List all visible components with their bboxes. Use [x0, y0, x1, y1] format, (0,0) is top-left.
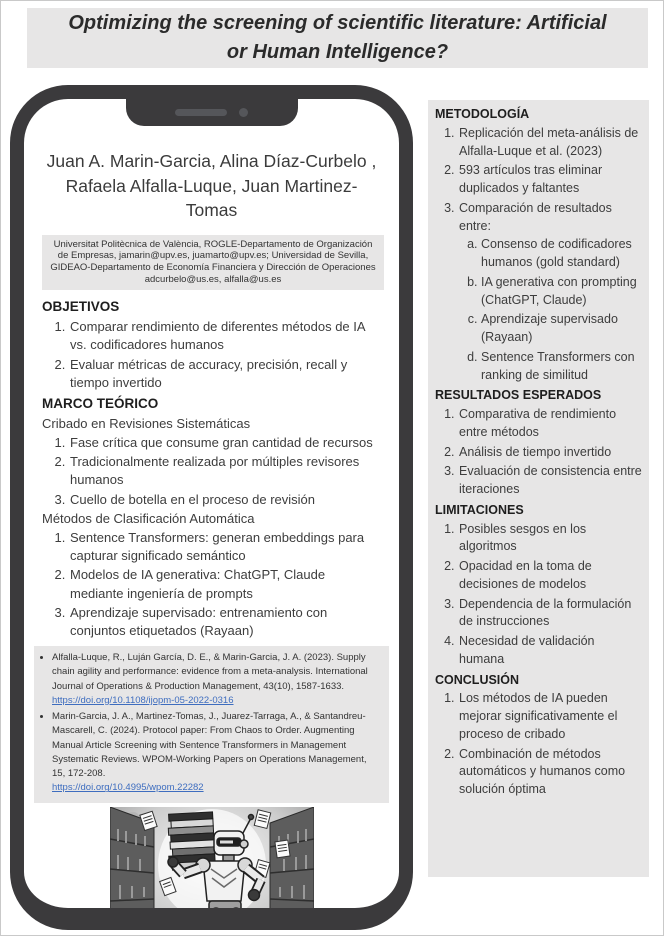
title-bar — [27, 8, 648, 68]
list-item — [458, 200, 642, 385]
left-content — [42, 298, 381, 930]
phone-screen — [24, 99, 399, 930]
objetivos-heading: OBJETIVOS — [42, 299, 120, 315]
list-item: 3. Aprendizaje supervisado: entrenamiento con conjuntos etiquetados (Rayaan) — [69, 604, 381, 640]
list-item: c. Aprendizaje supervisado (Rayaan) — [481, 311, 642, 347]
phone-frame — [10, 85, 413, 930]
list-item: 1. Fase crítica que consume gran cantidad de recursos — [69, 434, 381, 452]
speaker-slot-icon — [175, 109, 227, 116]
list-item: 3. Cuello de botella en el proceso de revisión — [69, 491, 381, 509]
resultados-heading: RESULTADOS ESPERADOS — [435, 388, 602, 403]
reference-item — [52, 710, 381, 796]
marco-sub1-title: Cribado en Revisiones Sistemáticas — [42, 415, 251, 431]
list-item: 2. Evaluar métricas de accuracy, precisión, recall y tiempo invertido — [69, 356, 381, 392]
list-item: a. Consenso de codificadores humanos (gold standard) — [481, 236, 642, 272]
marco-sub2-list — [42, 529, 381, 640]
list-item: 1. Comparar rendimiento de diferentes métodos de IA vs. codificadores humanos — [69, 318, 381, 354]
list-item: 2. 593 artículos tras eliminar duplicados y faltantes — [458, 162, 642, 198]
affiliation-box: Universitat Politècnica de València, ROGLE-Departamento de Organización de Empresas, jamarin@upv.es, juamarto@upv.es; Universidad de Sevilla, GIDEAO-Departamento de Economía Financiera y Dirección de Operaciones adcurbelo@us.es, alfalla@us.es — [42, 235, 384, 291]
list-item-text: Comparación de resultados entre: — [459, 200, 612, 233]
metodologia-list — [435, 125, 642, 385]
list-item: 2. Tradicionalmente realizada por múltiples revisores humanos — [69, 453, 381, 489]
poster-title: Optimizing the screening of scientific literature: Artificial or Human Intelligence? — [68, 12, 607, 63]
conclusion-list — [435, 690, 642, 799]
marco-sub1-list — [42, 434, 381, 509]
authors: Juan A. Marin-Garcia, Alina Díaz-Curbelo , Rafaela Alfalla-Luque, Juan Martinez-Tomas — [46, 151, 377, 220]
list-item: 1. Sentence Transformers: generan embeddings para capturar significado semántico — [69, 529, 381, 565]
list-item: 2. Análisis de tiempo invertido — [458, 444, 642, 462]
conclusion-heading: CONCLUSIÓN — [435, 672, 520, 687]
list-item: 1. Posibles sesgos en los algoritmos — [458, 521, 642, 557]
list-item: b. IA generativa con prompting (ChatGPT, Claude) — [481, 274, 642, 310]
list-item: 3. Dependencia de la formulación de instrucciones — [458, 596, 642, 632]
right-panel — [428, 100, 649, 877]
objetivos-list — [42, 318, 381, 392]
metodologia-sublist — [459, 236, 642, 384]
phone-notch — [126, 99, 298, 126]
reference-text: Alfalla-Luque, R., Luján García, D. E., & Marin-Garcia, J. A. (2023). Supply chain agility and performance: evidence from a meta-analysis. International Journal of Operations & Production Management, 43(10), 1587-1633. — [52, 652, 368, 692]
list-item: 1. Comparativa de rendimiento entre métodos — [458, 406, 642, 442]
list-item: 1. Los métodos de IA pueden mejorar significativamente el proceso de cribado — [458, 690, 642, 743]
limitaciones-list — [435, 521, 642, 669]
marco-teorico-heading: MARCO TEÓRICO — [42, 396, 159, 412]
list-item: 1. Replicación del meta-análisis de Alfalla-Luque et al. (2023) — [458, 125, 642, 161]
resultados-list — [435, 406, 642, 499]
reference-item — [52, 651, 381, 708]
robot-books-illustration — [110, 807, 314, 930]
reference-text: Marin-Garcia, J. A., Martinez-Tomas, J., Juarez-Tarraga, A., & Santandreu-Mascarell, C. (2024). Protocol paper: From Chaos to Order. Augmenting Manual Article Screening with Sentence Transformers in Management Systematic Reviews. WPOM-Working Papers on Operations Management, 15, 172-208. — [52, 711, 367, 780]
limitaciones-heading: LIMITACIONES — [435, 502, 524, 517]
references-box — [34, 646, 389, 803]
camera-dot-icon — [239, 108, 248, 117]
doi-link[interactable]: https://doi.org/10.1108/ijopm-05-2022-0316 — [52, 694, 234, 706]
metodologia-heading: METODOLOGÍA — [435, 107, 530, 121]
marco-sub2-title: Métodos de Clasificación Automática — [42, 510, 255, 526]
list-item: 3. Evaluación de consistencia entre iteraciones — [458, 463, 642, 499]
doi-link[interactable]: https://doi.org/10.4995/wpom.22282 — [52, 782, 204, 794]
list-item: 2. Combinación de métodos automáticos y humanos como solución óptima — [458, 746, 642, 799]
list-item: 4. Necesidad de validación humana — [458, 633, 642, 669]
list-item: 2. Opacidad en la toma de decisiones de modelos — [458, 558, 642, 594]
list-item: 2. Modelos de IA generativa: ChatGPT, Claude mediante ingeniería de prompts — [69, 566, 381, 602]
list-item: d. Sentence Transformers con ranking de similitud — [481, 349, 642, 385]
